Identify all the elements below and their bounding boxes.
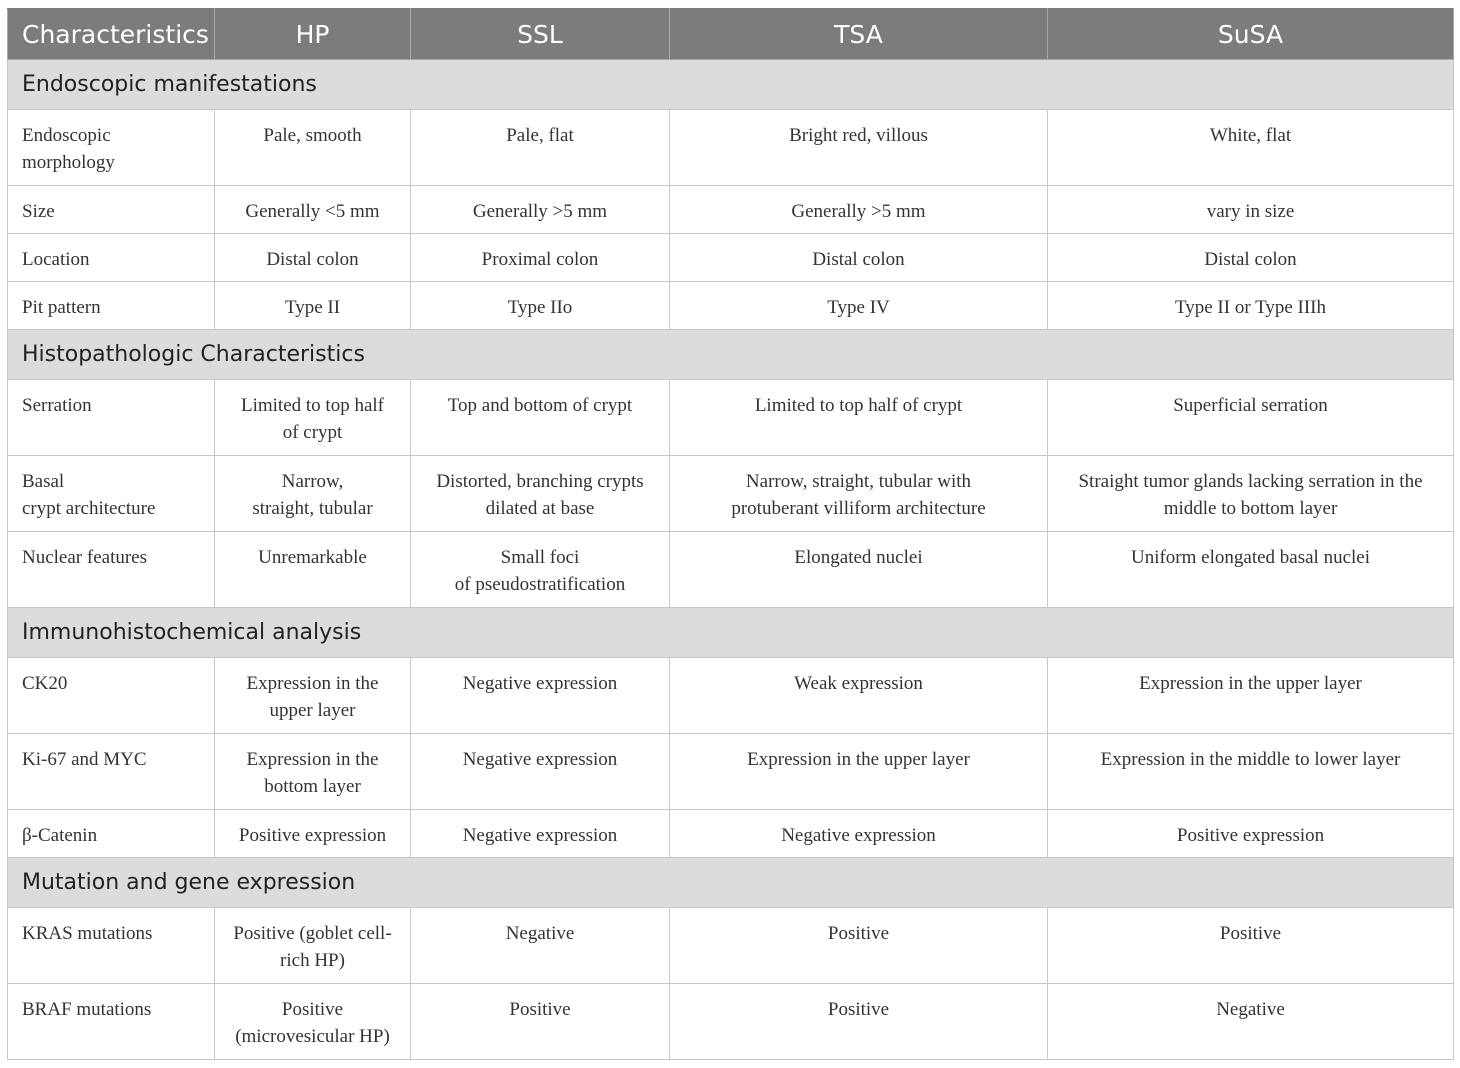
table-cell: Unremarkable: [215, 532, 411, 608]
table-cell: Negative expression: [411, 810, 670, 858]
table-cell: Narrow, straight, tubular: [215, 456, 411, 532]
row-label: β-Catenin: [8, 810, 215, 858]
table-header-row: [8, 9, 1454, 60]
table-cell: Superficial serration: [1048, 380, 1454, 456]
table-cell: Limited to top half of crypt: [670, 380, 1048, 456]
table-cell: Pale, flat: [411, 110, 670, 186]
table-row: [8, 456, 1454, 532]
row-label: CK20: [8, 658, 215, 734]
table-cell: Expression in the middle to lower layer: [1048, 734, 1454, 810]
row-label: Serration: [8, 380, 215, 456]
section-header-row: [8, 330, 1454, 380]
table-cell: Positive: [1048, 908, 1454, 984]
table-cell: Pale, smooth: [215, 110, 411, 186]
table-cell: Positive: [411, 984, 670, 1060]
table-cell: Generally >5 mm: [411, 186, 670, 234]
table-row: [8, 734, 1454, 810]
table-cell: Positive expression: [1048, 810, 1454, 858]
row-label: Nuclear features: [8, 532, 215, 608]
table-cell: Positive: [670, 984, 1048, 1060]
section-header-row: [8, 60, 1454, 110]
table-cell: Type IV: [670, 282, 1048, 330]
table-cell: Narrow, straight, tubular with protuberant villiform architecture: [670, 456, 1048, 532]
table-cell: Expression in the upper layer: [670, 734, 1048, 810]
table-row: [8, 984, 1454, 1060]
row-label: KRAS mutations: [8, 908, 215, 984]
section-header-row: [8, 858, 1454, 908]
table-body: [8, 60, 1454, 1060]
table-cell: Expression in the bottom layer: [215, 734, 411, 810]
table-cell: Type IIo: [411, 282, 670, 330]
table-cell: Elongated nuclei: [670, 532, 1048, 608]
table-cell: Negative expression: [411, 734, 670, 810]
table-row: [8, 186, 1454, 234]
table-cell: Type II: [215, 282, 411, 330]
table-cell: Negative: [411, 908, 670, 984]
section-header-row: [8, 608, 1454, 658]
table-row: [8, 908, 1454, 984]
table-cell: Uniform elongated basal nuclei: [1048, 532, 1454, 608]
table-cell: Type II or Type IIIh: [1048, 282, 1454, 330]
table-cell: Positive: [670, 908, 1048, 984]
row-label: Endoscopic morphology: [8, 110, 215, 186]
table-cell: Proximal colon: [411, 234, 670, 282]
table-cell: Positive (goblet cell- rich HP): [215, 908, 411, 984]
header-susa: SuSA: [1048, 9, 1454, 60]
header-ssl: SSL: [411, 9, 670, 60]
section-title: Mutation and gene expression: [8, 858, 1454, 908]
table-cell: Weak expression: [670, 658, 1048, 734]
table-row: [8, 810, 1454, 858]
table-row: [8, 282, 1454, 330]
table-cell: Positive expression: [215, 810, 411, 858]
table-row: [8, 380, 1454, 456]
header-hp: HP: [215, 9, 411, 60]
header-tsa: TSA: [670, 9, 1048, 60]
table-cell: Negative: [1048, 984, 1454, 1060]
row-label: Size: [8, 186, 215, 234]
table-row: [8, 234, 1454, 282]
table-cell: Distal colon: [215, 234, 411, 282]
table-row: [8, 658, 1454, 734]
table-cell: Distorted, branching crypts dilated at base: [411, 456, 670, 532]
table-cell: vary in size: [1048, 186, 1454, 234]
row-label: Ki-67 and MYC: [8, 734, 215, 810]
table-cell: White, flat: [1048, 110, 1454, 186]
row-label: Pit pattern: [8, 282, 215, 330]
row-label: Location: [8, 234, 215, 282]
table-cell: Generally <5 mm: [215, 186, 411, 234]
table-cell: Expression in the upper layer: [215, 658, 411, 734]
section-title: Histopathologic Characteristics: [8, 330, 1454, 380]
table-cell: Top and bottom of crypt: [411, 380, 670, 456]
header-characteristics: Characteristics: [8, 9, 215, 60]
table-row: [8, 532, 1454, 608]
table-cell: Negative expression: [670, 810, 1048, 858]
table-cell: Expression in the upper layer: [1048, 658, 1454, 734]
characteristics-table: [7, 8, 1454, 1060]
table-cell: Limited to top half of crypt: [215, 380, 411, 456]
table-cell: Generally >5 mm: [670, 186, 1048, 234]
table-cell: Distal colon: [1048, 234, 1454, 282]
row-label: Basal crypt architecture: [8, 456, 215, 532]
table-row: [8, 110, 1454, 186]
section-title: Endoscopic manifestations: [8, 60, 1454, 110]
table-cell: Straight tumor glands lacking serration in the middle to bottom layer: [1048, 456, 1454, 532]
table-cell: Bright red, villous: [670, 110, 1048, 186]
table-cell: Distal colon: [670, 234, 1048, 282]
table-cell: Positive (microvesicular HP): [215, 984, 411, 1060]
row-label: BRAF mutations: [8, 984, 215, 1060]
table-cell: Small foci of pseudostratification: [411, 532, 670, 608]
table-cell: Negative expression: [411, 658, 670, 734]
section-title: Immunohistochemical analysis: [8, 608, 1454, 658]
